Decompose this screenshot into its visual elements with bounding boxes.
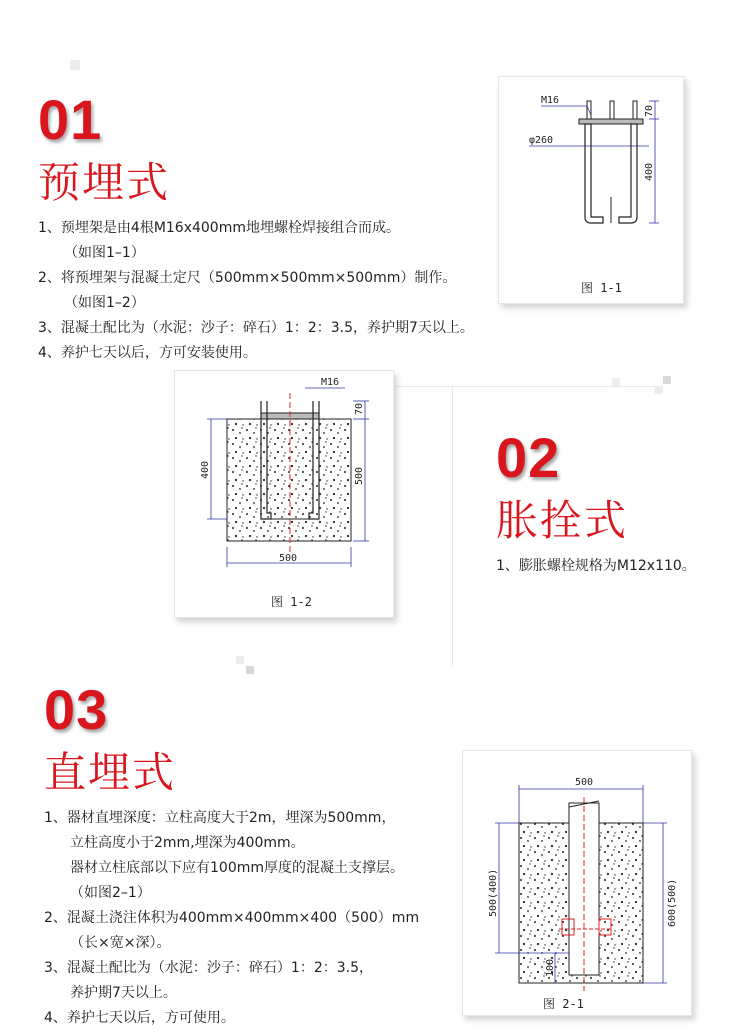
figure-caption: 图 1-2 bbox=[271, 595, 312, 609]
list-item: 3、混凝土配比为（水泥：沙子：碎石）1：2：3.5，养护期7天以上。 bbox=[38, 320, 474, 336]
section-number: 03 bbox=[44, 678, 109, 741]
depth-dimension: 400 bbox=[200, 460, 211, 479]
list-item: 2、混凝土浇注体积为400mm×400mm×400（500）mm bbox=[44, 910, 420, 926]
figure-1-1-drawing bbox=[499, 77, 683, 303]
section-list bbox=[38, 216, 474, 366]
figure-1-1 bbox=[498, 76, 684, 304]
decor-square bbox=[236, 656, 244, 664]
decor-square bbox=[612, 378, 620, 386]
decor-square bbox=[246, 666, 254, 674]
decor-square bbox=[70, 60, 80, 70]
section-title: 直埋式 bbox=[44, 748, 177, 797]
list-item-continuation: （如图2–1） bbox=[70, 885, 151, 901]
decor-square bbox=[663, 376, 671, 384]
list-item-continuation: 器材立柱底部以下应有100mm厚度的混凝土支撑层。 bbox=[70, 860, 404, 876]
base-dimension: 100 bbox=[545, 958, 556, 977]
figure-caption: 图 2-1 bbox=[543, 997, 584, 1011]
left-dimension: 500(400) bbox=[488, 868, 499, 917]
list-item-continuation: （如图1–2） bbox=[64, 295, 145, 311]
figure-2-1 bbox=[462, 750, 692, 1016]
top-dimension: 70 bbox=[644, 104, 655, 117]
section-list bbox=[44, 806, 419, 1031]
bolt-label: M16 bbox=[541, 95, 560, 106]
bottom-dimension: 500 bbox=[279, 553, 298, 564]
divider bbox=[452, 386, 453, 666]
top-dimension: 70 bbox=[354, 402, 365, 415]
list-item: 1、膨胀螺栓规格为M12x110。 bbox=[496, 558, 696, 574]
list-item: 4、养护七天以后，方可使用。 bbox=[44, 1010, 235, 1026]
section-number: 01 bbox=[38, 88, 103, 151]
figure-1-2 bbox=[174, 370, 394, 618]
figure-caption: 图 1-1 bbox=[581, 281, 622, 295]
decor-square bbox=[655, 386, 663, 394]
list-item: 3、混凝土配比为（水泥：沙子：碎石）1：2：3.5， bbox=[44, 960, 373, 976]
height-dimension: 400 bbox=[644, 162, 655, 181]
side-dimension: 500 bbox=[354, 466, 365, 485]
section-number: 02 bbox=[496, 426, 561, 489]
right-dimension: 600(500) bbox=[667, 878, 678, 927]
list-item-continuation: （长×宽×深）。 bbox=[70, 935, 171, 951]
list-item: 2、将预埋架与混凝土定尺（500mm×500mm×500mm）制作。 bbox=[38, 270, 457, 286]
divider bbox=[395, 386, 655, 387]
list-item: 1、器材直埋深度：立柱高度大于2m，埋深为500mm， bbox=[44, 810, 396, 826]
width-dimension: 500 bbox=[575, 777, 594, 788]
section-list bbox=[496, 554, 696, 579]
list-item-continuation: 养护期7天以上。 bbox=[70, 985, 177, 1001]
list-item-continuation: （如图1–1） bbox=[64, 245, 145, 261]
section-title: 预埋式 bbox=[38, 158, 171, 207]
figure-2-1-drawing bbox=[463, 751, 691, 1015]
diameter-label: φ260 bbox=[529, 135, 554, 146]
list-item-continuation: 立柱高度小于2mm,埋深为400mm。 bbox=[70, 835, 305, 851]
section-title: 胀拴式 bbox=[496, 496, 629, 545]
list-item: 1、预埋架是由4根M16x400mm地埋螺栓焊接组合而成。 bbox=[38, 220, 400, 236]
list-item: 4、养护七天以后，方可安装使用。 bbox=[38, 345, 257, 361]
bolt-label: M16 bbox=[321, 377, 340, 388]
figure-1-2-drawing bbox=[175, 371, 393, 617]
